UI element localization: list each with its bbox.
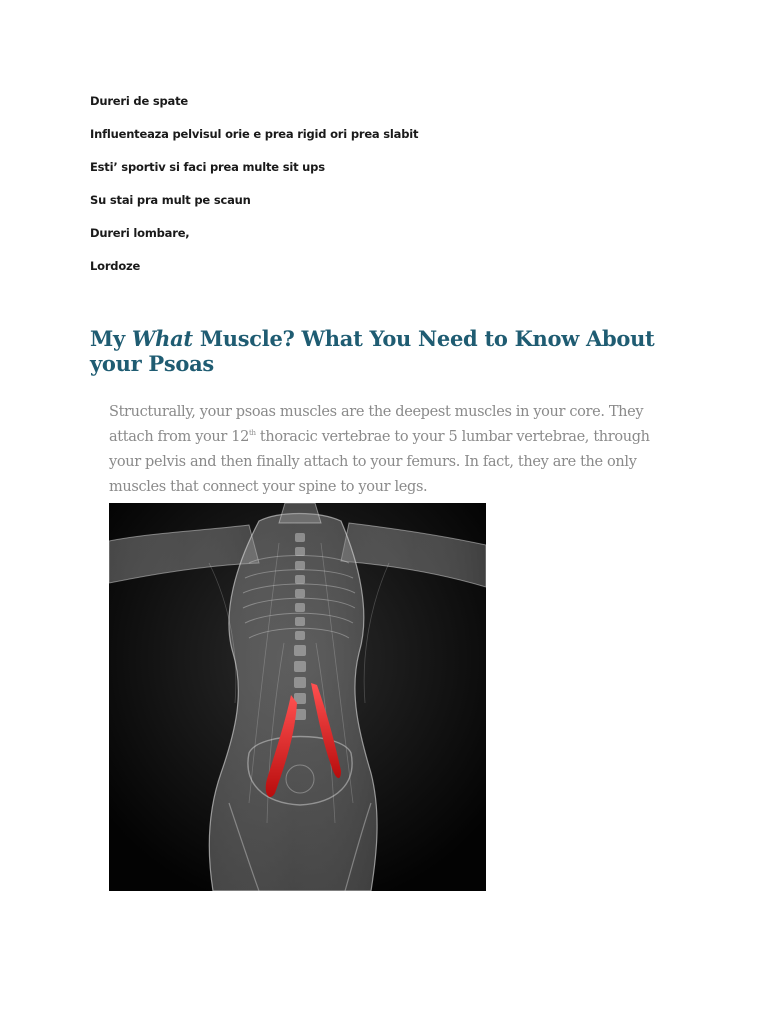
note-line: Influenteaza pelvisul orie e prea rigid ori prea slabit [90, 127, 419, 141]
anatomy-figure-drawing [109, 503, 486, 891]
heading-text: Muscle? What You Need to Know About your Psoas [90, 326, 655, 376]
note-line: Dureri de spate [90, 94, 188, 108]
heading-text: My [90, 326, 132, 351]
article-paragraph [109, 400, 669, 500]
note-line: Esti’ sportiv si faci prea multe sit ups [90, 160, 325, 174]
ordinal-superscript: th [249, 429, 256, 437]
psoas-anatomy-illustration [109, 503, 486, 891]
note-line: Su stai pra mult pe scaun [90, 193, 251, 207]
article-heading [90, 326, 690, 376]
paragraph-text: thoracic vertebrae to your 5 lumbar vertebrae, through your pelvis and then finally attach to your femurs. In fact, they are the only muscles that connect your spine to your legs. [109, 429, 650, 495]
notes-list [90, 93, 418, 291]
note-line: Lordoze [90, 259, 141, 273]
note-line: Dureri lombare, [90, 226, 190, 240]
heading-emphasis: What [131, 326, 193, 351]
paragraph-text: Structurally, your psoas muscles are the deepest muscles in your core. They attach from your 12 [109, 404, 644, 445]
